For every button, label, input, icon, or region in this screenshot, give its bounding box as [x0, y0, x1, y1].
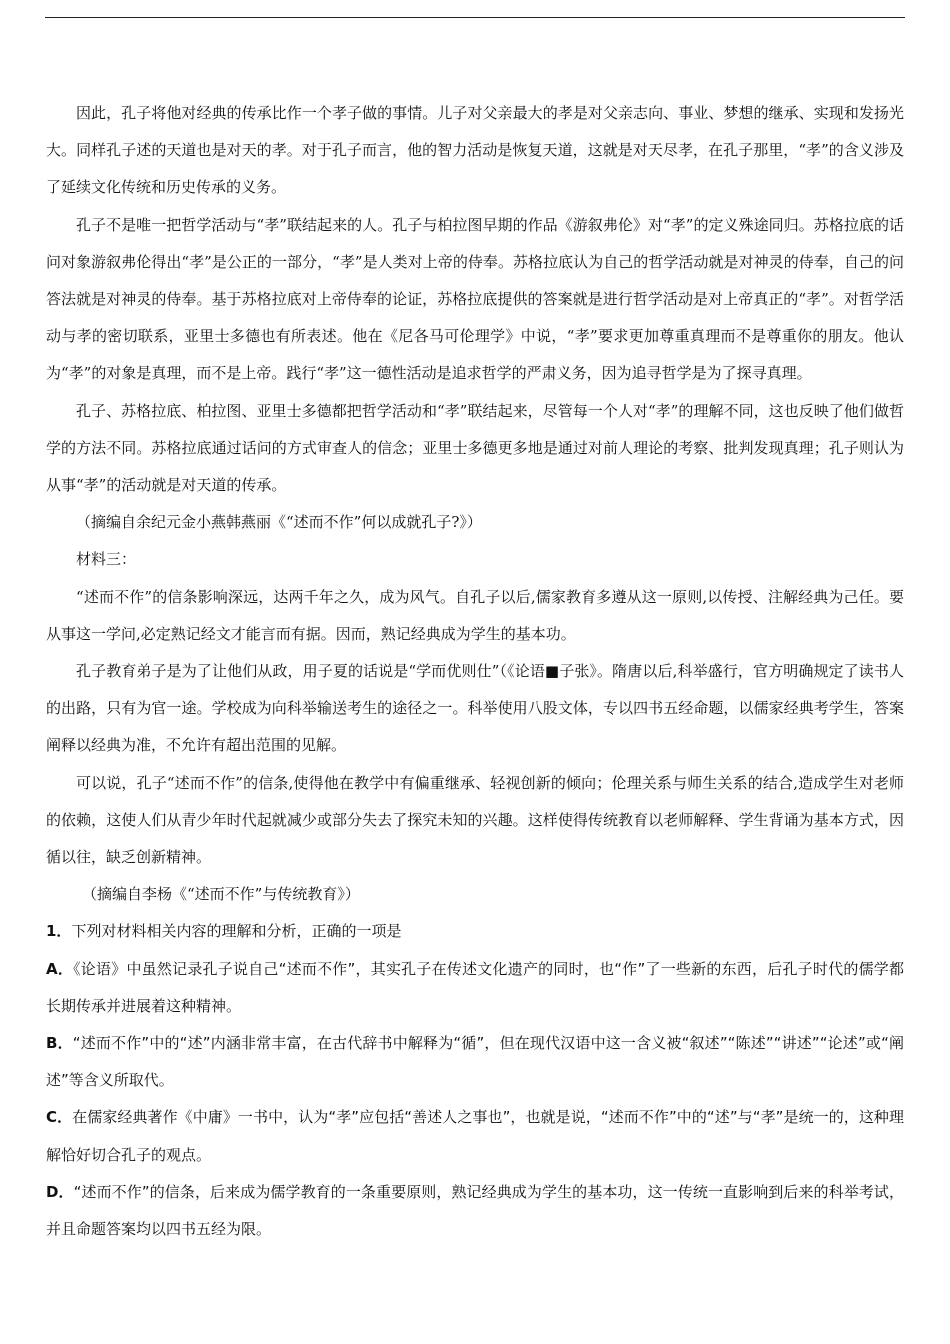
- paragraph: 因此，孔子将他对经典的传承比作一个孝子做的事情。儿子对父亲最大的孝是对父亲志向、事业、梦想的继承、实现和发扬光大。同样孔子述的天道也是对天的孝。对于孔子而言，他的智力活动是恢复天道，这就是对天尽孝，在孔子那里，“孝”的含义涉及了延续文化传统和历史传承的义务。: [46, 104, 904, 197]
- source-citation: （摘编自余纪元金小燕韩燕丽《“述而不作”何以成就孔子?》）: [76, 513, 482, 532]
- paragraph: “述而不作”的信条影响深远，达两千年之久，成为风气。自孔子以后,儒家教育多遵从这一原则,以传授、注解经典为己任。要从事这一学问,必定熟记经文才能言而有据。因而，熟记经典成为学生的基本功。: [46, 587, 904, 643]
- document-body: [46, 95, 904, 1248]
- option-a[interactable]: [46, 951, 904, 1025]
- option-text: “述而不作”的信条，后来成为儒学教育的一条重要原则，熟记经典成为学生的基本功，这一传统一直影响到后来的科举考试，并且命题答案均以四书五经为限。: [46, 1182, 904, 1239]
- question-stem: [46, 913, 904, 950]
- option-letter: C．: [46, 1108, 73, 1127]
- question-text: 下列对材料相关内容的理解和分析，正确的一项是: [71, 922, 402, 941]
- paragraph: 孔子教育弟子是为了让他们从政，用子夏的话说是“学而优则仕”（《论语■子张》。隋唐以后,科举盛行，官方明确规定了读书人的出路，只有为官一途。学校成为向科举输送考生的途径之一。科举使用八股文体，专以四书五经命题，以儒家经典考学生，答案阐释以经典为准，不允许有超出范围的见解。: [46, 662, 904, 755]
- option-letter: A．: [46, 959, 74, 978]
- option-d[interactable]: [46, 1174, 904, 1248]
- option-b[interactable]: [46, 1025, 904, 1099]
- paragraph: 孔子不是唯一把哲学活动与“孝”联结起来的人。孔子与柏拉图早期的作品《游叙弗伦》对“孝”的定义殊途同归。苏格拉底的话问对象游叙弗伦得出“孝”是公正的一部分，“孝”是人类对上帝的侍奉。苏格拉底认为自己的哲学活动就是对神灵的侍奉，自己的问答法就是对神灵的侍奉。基于苏格拉底对上帝侍奉的论证，苏格拉底提供的答案就是进行哲学活动是对上帝真正的“孝”。对哲学活动与孝的密切联系，亚里士多德也有所表述。他在《尼各马可伦理学》中说，“孝”要求更加尊重真理而不是尊重你的朋友。他认为“孝”的对象是真理，而不是上帝。践行“孝”这一德性活动是追求哲学的严肃义务，因为追寻哲学是为了探寻真理。: [46, 215, 904, 383]
- paragraph: 可以说，孔子“述而不作”的信条,使得他在教学中有偏重继承、轻视创新的倾向；伦理关系与师生关系的结合,造成学生对老师的依赖，这使人们从青少年时代起就减少或部分失去了探究未知的兴趣。这样使得传统教育以老师解释、学生背诵为基本方式，因循以往，缺乏创新精神。: [46, 773, 904, 867]
- paragraph: 孔子、苏格拉底、柏拉图、亚里士多德都把哲学活动和“孝”联结起来，尽管每一个人对“孝”的理解不同，这也反映了他们做哲学的方法不同。苏格拉底通过话问的方式审查人的信念；亚里士多德更多地是通过对前人理论的考察、批判发现真理；孔子则认为从事“孝”的活动就是对天道的传承。: [46, 401, 904, 495]
- option-text: “述而不作”中的“述”内涵非常丰富，在古代辞书中解释为“循”，但在现代汉语中这一含义被“叙述”“陈述”“讲述”“论述”或“阐述”等含义所取代。: [46, 1034, 905, 1090]
- option-text: 《论语》中虽然记录孔子说自己“述而不作”，其实孔子在传述文化遗产的同时，也“作”了一些新的东西，后孔子时代的儒学都长期传承并进展着这种精神。: [46, 959, 905, 1015]
- source-citation: （摘编自李杨《“述而不作”与传统教育》）: [82, 885, 360, 904]
- option-c[interactable]: [46, 1099, 904, 1173]
- header-rule: [45, 17, 905, 18]
- material-label: 材料三：: [76, 550, 137, 569]
- option-letter: D．: [46, 1182, 74, 1201]
- option-letter: B．: [46, 1034, 73, 1053]
- option-text: 在儒家经典著作《中庸》一书中，认为“孝”应包括“善述人之事也”，也就是说，“述而不作”中的“述”与“孝”是统一的，这种理解恰好切合孔子的观点。: [46, 1108, 904, 1164]
- question-number: 1．: [46, 922, 72, 941]
